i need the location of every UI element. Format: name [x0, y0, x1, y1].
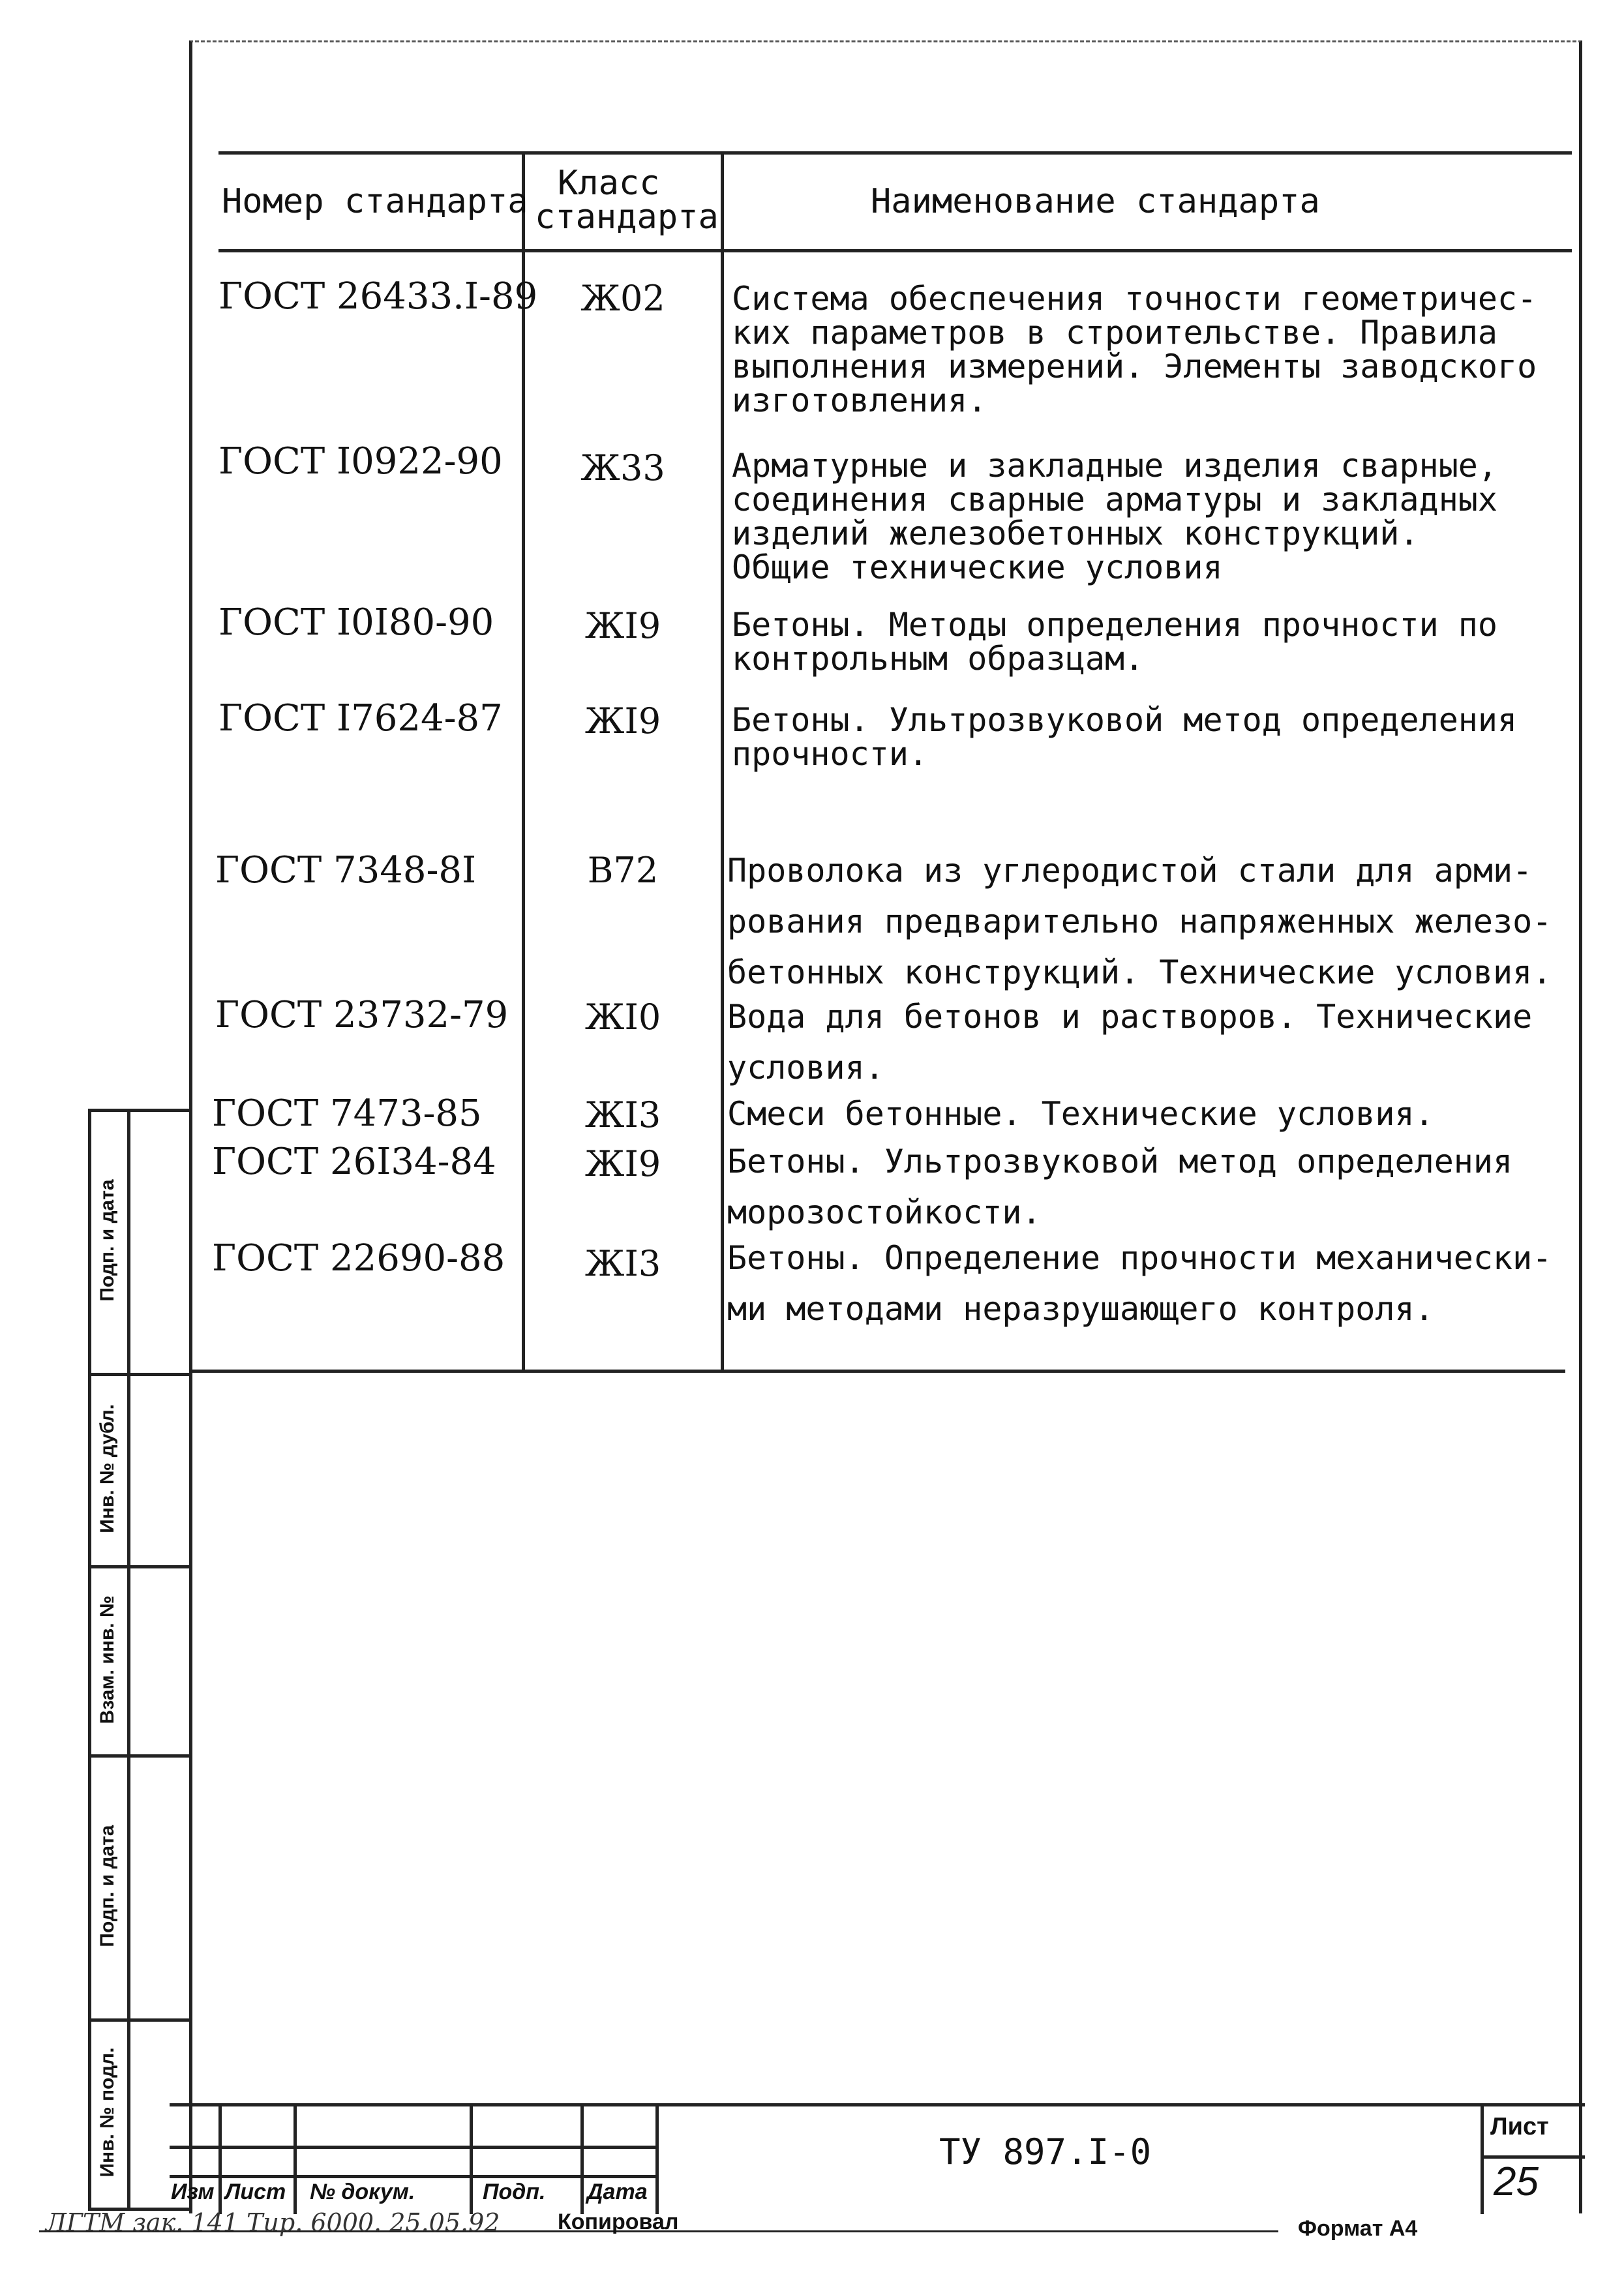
stamp-signature-date: Подп. и дата — [97, 1179, 118, 1302]
title-block-sheet-divider — [1481, 2103, 1484, 2214]
table-row-code: ГОСТ 26433.I-89 — [218, 275, 538, 318]
header-name: Наименование стандарта — [871, 182, 1320, 221]
table-row-name: Бетоны. Ультрозвуковой метод определения морозостойкости. — [727, 1143, 1513, 1231]
stamp-replacement-inventory: Взам. инв. № — [97, 1595, 118, 1724]
table-row-class: ЖI0 — [584, 997, 661, 1038]
table-row-class: ЖI3 — [584, 1243, 661, 1284]
header-class-line2: стандарта — [535, 198, 719, 237]
col-label-date: Дата — [587, 2180, 648, 2204]
title-block-col — [655, 2103, 659, 2214]
table-header-rule — [218, 249, 1572, 252]
table-row-code: ГОСТ 7348-8I — [215, 849, 477, 892]
col-label-change: Изм — [171, 2180, 215, 2204]
table-row-name: Проволока из углеродистой стали для арми- рования предварительно напряженных железо- бетонных конструкций. Технические условия. — [727, 852, 1552, 991]
table-row-name: Арматурные и закладные изделия сварные, соединения сварные арматуры и закладных изделий железобетонных конструкций. Общие технические условия — [732, 447, 1497, 586]
title-block-col — [470, 2103, 473, 2214]
stamp-duplicate-inventory: Инв. № дубл. — [97, 1404, 118, 1533]
side-stamp-divider — [127, 1109, 130, 2211]
table-row-code: ГОСТ I0922-90 — [218, 440, 503, 483]
footer-format: Формат А4 — [1298, 2216, 1418, 2241]
footer-handwritten-note: ЛГТМ зак. 141 Тир. 6000. 25.05.92 — [46, 2208, 500, 2237]
table-top-rule — [218, 151, 1572, 155]
title-block-row — [170, 2175, 659, 2178]
table-row-name: Смеси бетонные. Технические условия. — [727, 1095, 1434, 1133]
title-block-row — [170, 2146, 659, 2149]
table-row-name: Бетоны. Методы определения прочности по контрольным образцам. — [732, 606, 1497, 678]
title-block-col — [580, 2103, 584, 2214]
col-label-signature: Подп. — [483, 2180, 546, 2204]
table-row-class: В72 — [587, 850, 659, 891]
table-row-code: ГОСТ I7624-87 — [218, 697, 503, 740]
table-row-class: ЖI3 — [584, 1094, 661, 1135]
side-stamp-border — [88, 1109, 91, 2211]
title-block-col — [293, 2103, 297, 2214]
table-row-class: Ж33 — [580, 447, 665, 488]
header-number: Номер стандарта — [222, 182, 528, 221]
footer-copied: Копировал — [558, 2210, 679, 2234]
stamp-signature-date-2: Подп. и дата — [97, 1825, 118, 1947]
sheet-label: Лист — [1490, 2113, 1549, 2140]
table-row-name: Бетоны. Ультрозвуковой метод определения прочности. — [732, 701, 1518, 773]
sheet-number: 25 — [1494, 2159, 1539, 2204]
table-row-code: ГОСТ 23732-79 — [215, 994, 509, 1036]
table-row-code: ГОСТ I0I80-90 — [218, 601, 494, 644]
table-col-divider-2 — [721, 151, 724, 1371]
table-row-code: ГОСТ 22690-88 — [212, 1237, 505, 1280]
title-block-col — [218, 2103, 222, 2214]
table-row-code: ГОСТ 26I34-84 — [212, 1141, 496, 1183]
title-block-top — [170, 2103, 1585, 2106]
header-class-line1: Класс — [558, 164, 660, 203]
table-bottom-rule — [192, 1370, 1565, 1373]
table-row-class: ЖI9 — [584, 700, 661, 742]
col-label-doc-number: № докум. — [310, 2180, 415, 2204]
table-row-class: ЖI9 — [584, 605, 661, 646]
table-col-divider-1 — [522, 151, 525, 1371]
table-row-code: ГОСТ 7473-85 — [212, 1092, 482, 1135]
table-row-name: Система обеспечения точности геометричес- ких параметров в строительстве. Правила выполнения измерений. Элементы заводского изготовления. — [732, 280, 1537, 419]
table-row-class: Ж02 — [580, 278, 665, 319]
table-row-class: ЖI9 — [584, 1143, 661, 1184]
table-row-name: Бетоны. Определение прочности механически- ми методами неразрушающего контроля. — [727, 1239, 1552, 1328]
stamp-original-inventory: Инв. № подл. — [97, 2047, 118, 2178]
table-row-name: Вода для бетонов и растворов. Технические условия. — [727, 998, 1533, 1087]
document-code: ТУ 897.I-0 — [939, 2131, 1152, 2172]
col-label-sheet: Лист — [225, 2180, 286, 2204]
